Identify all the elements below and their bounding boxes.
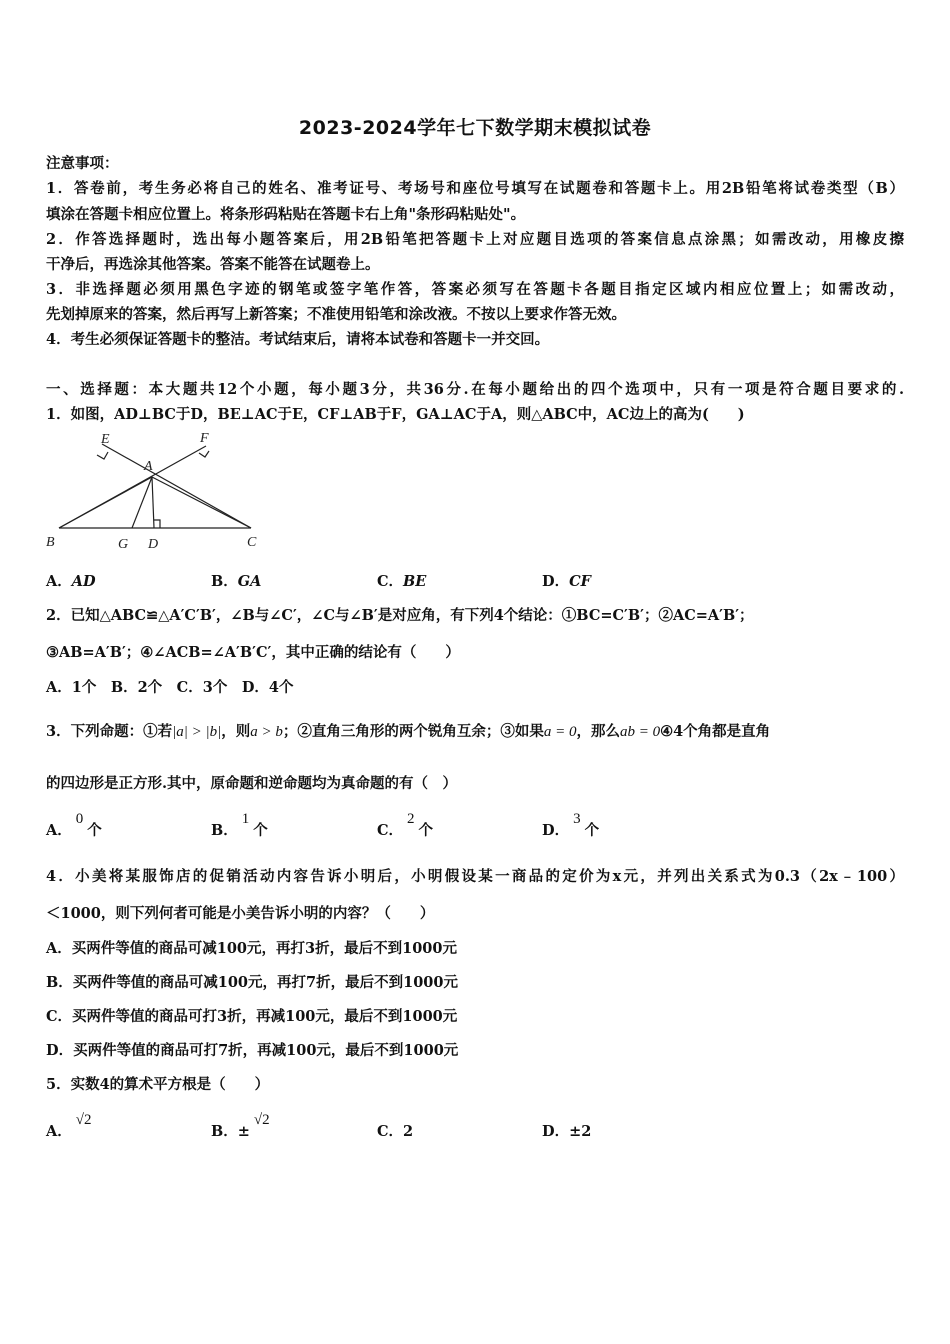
question-2-options[interactable]: A．1个 B．2个 C．3个 D．4个 [46, 679, 294, 696]
q1-option-b[interactable]: B．GA [211, 573, 262, 590]
q4-option-b[interactable]: B．买两件等值的商品可减100元，再打7折，最后不到1000元 [46, 974, 458, 991]
label-d: D [148, 537, 159, 552]
notice-line-2: 填涂在答题卡相应位置上。将条形码粘贴在答题卡右上角"条形码粘贴处"。 [46, 206, 526, 223]
question-1-stem: 1．如图，AD⊥BC于D，BE⊥AC于E，CF⊥AB于F，GA⊥AC于A，则△ABC中，AC边上的高为( ) [46, 406, 745, 423]
notice-line-6: 先划掉原来的答案，然后再写上新答案；不准使用铅笔和涂改液。不按以上要求作答无效。 [46, 306, 626, 323]
label-e: E [101, 432, 110, 447]
page-title: 2023-2024学年七下数学期末模拟试卷 [298, 117, 652, 139]
q5-option-c[interactable]: C．2 [377, 1123, 414, 1140]
right-angle-e [97, 452, 108, 459]
question-3-line-1: 3．下列命题：①若|a| > |b|，则a > b；②直角三角形的两个锐角互余；③如果a = 0，那么ab = 0④4个角都是直角 [46, 723, 771, 740]
q3-option-c[interactable]: C．2个 [377, 811, 434, 839]
line-bf [59, 446, 206, 528]
notice-heading: 注意事项： [46, 155, 119, 172]
notice-line-3: 2．作答选择题时，选出每小题答案后，用2B铅笔把答题卡上对应题目选项的答案信息点涂黑；如需改动，用橡皮擦 [46, 231, 904, 248]
question-4-line-1: 4．小美将某服饰店的促销活动内容告诉小明后，小明假设某一商品的定价为x元，并列出关系式为0.3（2x﹣100） [46, 868, 904, 885]
triangle-figure [44, 428, 270, 553]
q5-option-b[interactable]: B．±√2 [211, 1112, 270, 1140]
label-a: A [144, 459, 153, 474]
q3-option-b[interactable]: B．1个 [211, 811, 268, 839]
q3-option-a[interactable]: A．0个 [46, 811, 102, 839]
q4-option-d[interactable]: D．买两件等值的商品可打7折，再减100元，最后不到1000元 [46, 1042, 459, 1059]
notice-line-7: 4．考生必须保证答题卡的整洁。考试结束后，请将本试卷和答题卡一并交回。 [46, 331, 550, 348]
q1-option-d[interactable]: D．CF [542, 573, 591, 590]
q5-option-d[interactable]: D．±2 [542, 1123, 592, 1140]
line-ag [132, 477, 152, 528]
right-angle-d [154, 520, 160, 528]
q1-option-c[interactable]: C．BE [377, 573, 427, 590]
line-ca [152, 477, 251, 528]
label-c: C [247, 535, 257, 550]
label-g: G [118, 537, 129, 552]
question-3-line-2: 的四边形是正方形.其中，原命题和逆命题均为真命题的有（ ） [46, 775, 458, 792]
q1-option-a[interactable]: A．AD [46, 573, 96, 590]
notice-line-5: 3．非选择题必须用黑色字迹的钢笔或签字笔作答，答案必须写在答题卡各题目指定区域内相应位置上；如需改动， [46, 281, 904, 298]
q3-option-d[interactable]: D．3个 [542, 811, 600, 839]
section-heading: 一、选择题：本大题共12个小题，每小题3分，共36分.在每小题给出的四个选项中，只有一项是符合题目要求的. [46, 381, 904, 398]
question-2-line-2: ③AB=A′B′；④∠ACB=∠A′B′C′，其中正确的结论有（ ） [46, 644, 460, 661]
q4-option-c[interactable]: C．买两件等值的商品可打3折，再减100元，最后不到1000元 [46, 1008, 458, 1025]
line-ad [152, 477, 154, 528]
question-2-line-1: 2．已知△ABC≌△A′C′B′，∠B与∠C′，∠C与∠B′是对应角，有下列4个结论：①BC=C′B′；②AC=A′B′； [46, 607, 754, 624]
q4-option-a[interactable]: A．买两件等值的商品可减100元，再打3折，最后不到1000元 [46, 940, 457, 957]
q5-option-a[interactable]: A．√2 [46, 1112, 92, 1140]
notice-line-4: 干净后，再选涂其他答案。答案不能答在试题卷上。 [46, 256, 380, 273]
notice-line-1: 1．答卷前，考生务必将自己的姓名、准考证号、考场号和座位号填写在试题卷和答题卡上。用2B铅笔将试卷类型（B） [46, 180, 904, 197]
question-4-line-2: ＜1000，则下列何者可能是小美告诉小明的内容？（ ） [46, 905, 435, 922]
line-ce [102, 444, 251, 528]
question-5-stem: 5．实数4的算术平方根是（ ） [46, 1076, 270, 1093]
label-f: F [200, 431, 209, 446]
label-b: B [46, 535, 55, 550]
right-angle-f [199, 451, 209, 457]
